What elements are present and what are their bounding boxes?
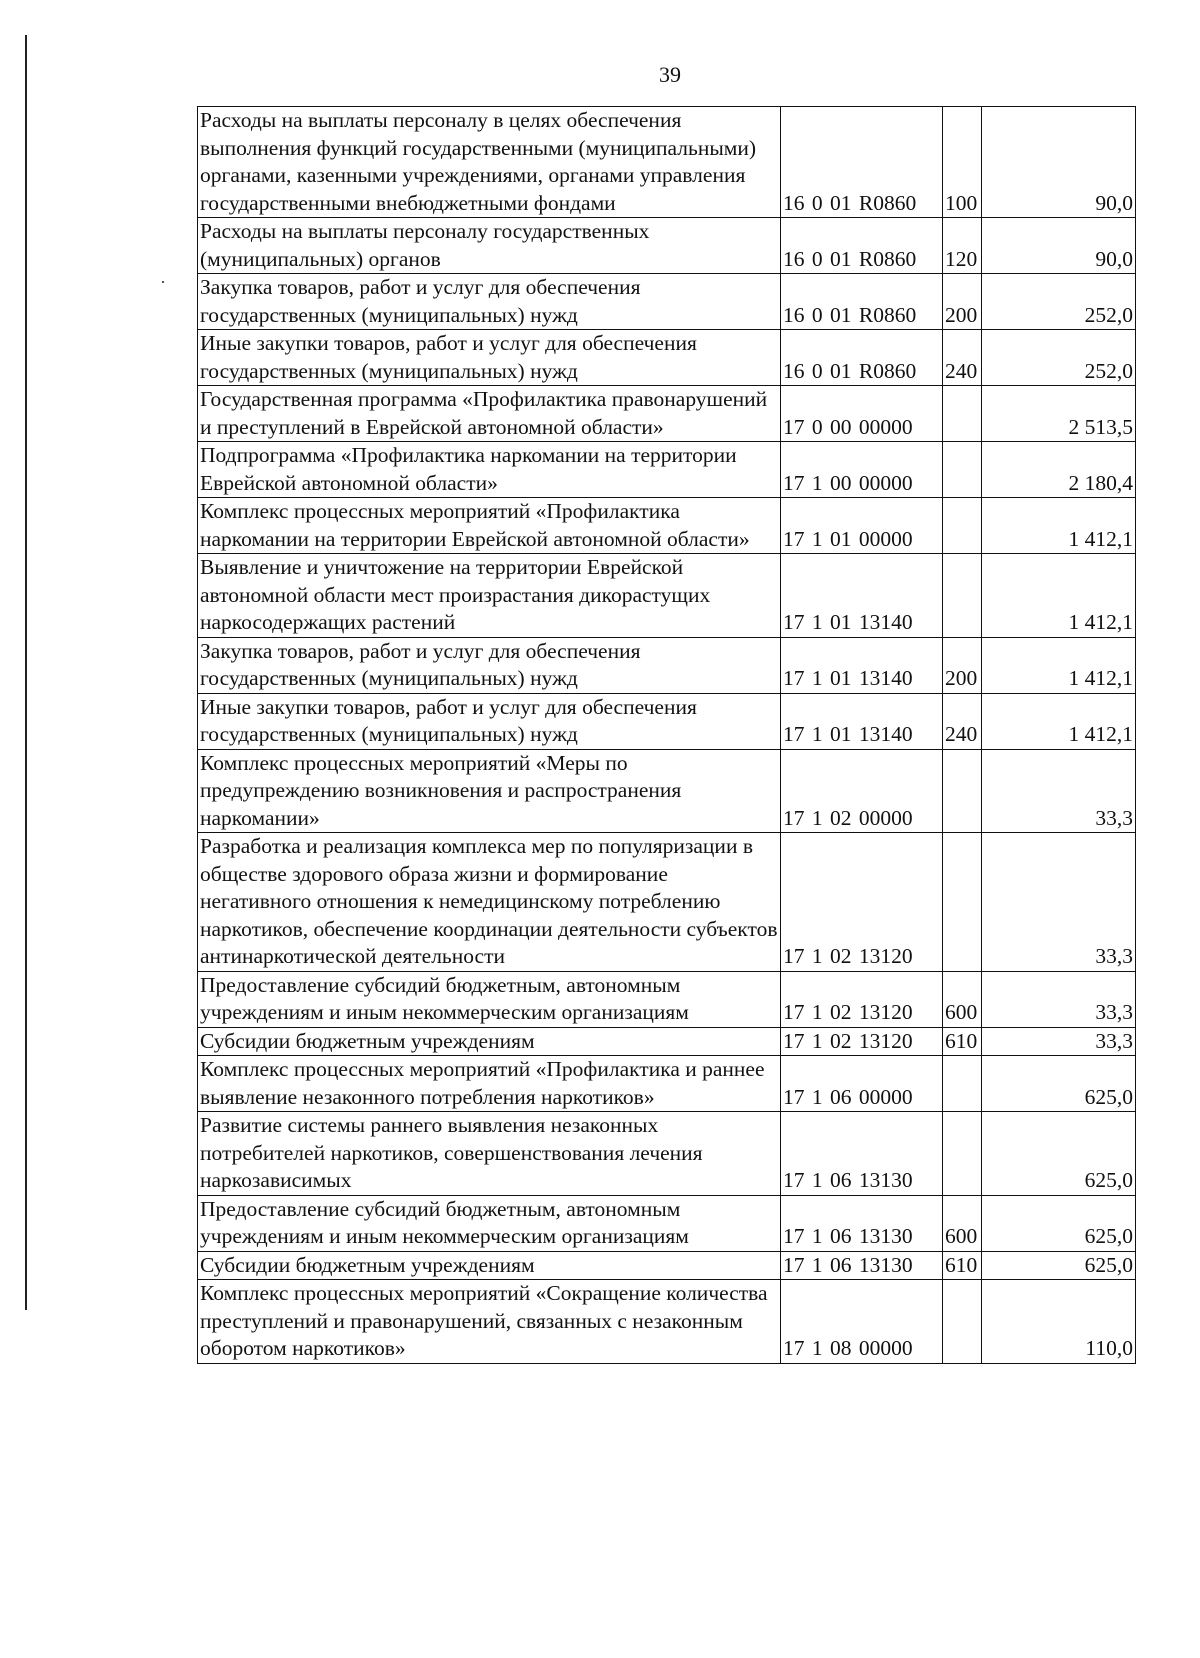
row-name: Комплекс процессных мероприятий «Профилактика наркомании на территории Еврейской автономной области» <box>198 498 781 554</box>
table-row <box>198 218 1136 274</box>
row-code: 17 1 02 00000 <box>781 749 943 833</box>
budget-table-body <box>198 107 1136 1364</box>
row-vr <box>943 1280 982 1364</box>
row-name: Иные закупки товаров, работ и услуг для обеспечения государственных (муниципальных) нужд <box>198 693 781 749</box>
table-row <box>198 1112 1136 1196</box>
table-row <box>198 107 1136 218</box>
table-row <box>198 693 1136 749</box>
table-row <box>198 554 1136 638</box>
row-code: 17 1 06 00000 <box>781 1056 943 1112</box>
row-sum: 1 412,1 <box>982 498 1136 554</box>
row-code: 16 0 01 R0860 <box>781 107 943 218</box>
table-row <box>198 1280 1136 1364</box>
row-sum: 1 412,1 <box>982 637 1136 693</box>
row-vr <box>943 498 982 554</box>
row-name: Предоставление субсидий бюджетным, автономным учреждениям и иным некоммерческим организациям <box>198 971 781 1027</box>
scan-margin-line <box>25 35 27 1310</box>
row-sum: 625,0 <box>982 1251 1136 1280</box>
row-sum: 2 180,4 <box>982 442 1136 498</box>
row-sum: 1 412,1 <box>982 693 1136 749</box>
budget-table <box>197 106 1136 1364</box>
row-sum: 90,0 <box>982 218 1136 274</box>
row-name: Субсидии бюджетным учреждениям <box>198 1251 781 1280</box>
row-sum: 33,3 <box>982 749 1136 833</box>
row-name: Предоставление субсидий бюджетным, автономным учреждениям и иным некоммерческим организациям <box>198 1195 781 1251</box>
row-vr <box>943 749 982 833</box>
row-vr <box>943 1056 982 1112</box>
row-sum: 110,0 <box>982 1280 1136 1364</box>
row-code: 17 1 01 13140 <box>781 554 943 638</box>
row-vr: 240 <box>943 330 982 386</box>
table-row <box>198 971 1136 1027</box>
page-number: 39 <box>659 62 681 87</box>
row-code: 17 1 00 00000 <box>781 442 943 498</box>
row-vr: 240 <box>943 693 982 749</box>
table-row <box>198 1195 1136 1251</box>
row-name: Закупка товаров, работ и услуг для обеспечения государственных (муниципальных) нужд <box>198 637 781 693</box>
row-vr <box>943 386 982 442</box>
table-row <box>198 386 1136 442</box>
row-name: Комплекс процессных мероприятий «Сокращение количества преступлений и правонарушений, связанных с незаконным оборотом наркотиков» <box>198 1280 781 1364</box>
table-row <box>198 330 1136 386</box>
row-sum: 1 412,1 <box>982 554 1136 638</box>
table-row <box>198 1251 1136 1280</box>
table-row <box>198 1027 1136 1056</box>
row-code: 17 1 02 13120 <box>781 833 943 972</box>
row-vr: 600 <box>943 971 982 1027</box>
table-row <box>198 833 1136 972</box>
row-code: 16 0 01 R0860 <box>781 330 943 386</box>
row-name: Развитие системы раннего выявления незаконных потребителей наркотиков, совершенствования лечения наркозависимых <box>198 1112 781 1196</box>
row-sum: 252,0 <box>982 330 1136 386</box>
row-sum: 90,0 <box>982 107 1136 218</box>
table-row <box>198 498 1136 554</box>
row-sum: 625,0 <box>982 1112 1136 1196</box>
row-code: 17 1 01 00000 <box>781 498 943 554</box>
table-row <box>198 1056 1136 1112</box>
row-sum: 2 513,5 <box>982 386 1136 442</box>
table-row <box>198 749 1136 833</box>
row-name: Выявление и уничтожение на территории Еврейской автономной области мест произрастания дикорастущих наркосодержащих растений <box>198 554 781 638</box>
row-sum: 625,0 <box>982 1195 1136 1251</box>
row-code: 17 1 06 13130 <box>781 1195 943 1251</box>
row-name: Комплекс процессных мероприятий «Профилактика и раннее выявление незаконного потребления наркотиков» <box>198 1056 781 1112</box>
row-name: Расходы на выплаты персоналу в целях обеспечения выполнения функций государственными (муниципальными) органами, казенными учреждениями, органами управления государственными внебюджетными фондами <box>198 107 781 218</box>
row-code: 17 1 08 00000 <box>781 1280 943 1364</box>
row-vr <box>943 833 982 972</box>
row-vr <box>943 442 982 498</box>
row-code: 17 1 01 13140 <box>781 693 943 749</box>
row-vr: 610 <box>943 1027 982 1056</box>
row-vr <box>943 554 982 638</box>
row-name: Расходы на выплаты персоналу государственных (муниципальных) органов <box>198 218 781 274</box>
row-name: Комплекс процессных мероприятий «Меры по предупреждению возникновения и распространения наркомании» <box>198 749 781 833</box>
row-sum: 33,3 <box>982 971 1136 1027</box>
row-code: 17 1 06 13130 <box>781 1112 943 1196</box>
row-code: 17 1 06 13130 <box>781 1251 943 1280</box>
row-name: Субсидии бюджетным учреждениям <box>198 1027 781 1056</box>
row-name: Иные закупки товаров, работ и услуг для обеспечения государственных (муниципальных) нужд <box>198 330 781 386</box>
table-row <box>198 442 1136 498</box>
row-name: Разработка и реализация комплекса мер по популяризации в обществе здорового образа жизни и формирование негативного отношения к немедицинскому потреблению наркотиков, обеспечение координации деятельности субъектов антинаркотической деятельности <box>198 833 781 972</box>
row-vr: 200 <box>943 637 982 693</box>
row-vr <box>943 1112 982 1196</box>
row-name: Подпрограмма «Профилактика наркомании на территории Еврейской автономной области» <box>198 442 781 498</box>
row-name: Государственная программа «Профилактика правонарушений и преступлений в Еврейской автономной области» <box>198 386 781 442</box>
row-code: 17 0 00 00000 <box>781 386 943 442</box>
row-vr: 610 <box>943 1251 982 1280</box>
row-code: 16 0 01 R0860 <box>781 274 943 330</box>
row-vr: 600 <box>943 1195 982 1251</box>
row-code: 16 0 01 R0860 <box>781 218 943 274</box>
row-code: 17 1 02 13120 <box>781 971 943 1027</box>
row-code: 17 1 02 13120 <box>781 1027 943 1056</box>
row-sum: 33,3 <box>982 1027 1136 1056</box>
row-sum: 625,0 <box>982 1056 1136 1112</box>
row-name: Закупка товаров, работ и услуг для обеспечения государственных (муниципальных) нужд <box>198 274 781 330</box>
row-sum: 33,3 <box>982 833 1136 972</box>
row-vr: 100 <box>943 107 982 218</box>
scan-speck <box>162 281 164 283</box>
table-row <box>198 274 1136 330</box>
table-row <box>198 637 1136 693</box>
row-code: 17 1 01 13140 <box>781 637 943 693</box>
row-sum: 252,0 <box>982 274 1136 330</box>
row-vr: 120 <box>943 218 982 274</box>
row-vr: 200 <box>943 274 982 330</box>
